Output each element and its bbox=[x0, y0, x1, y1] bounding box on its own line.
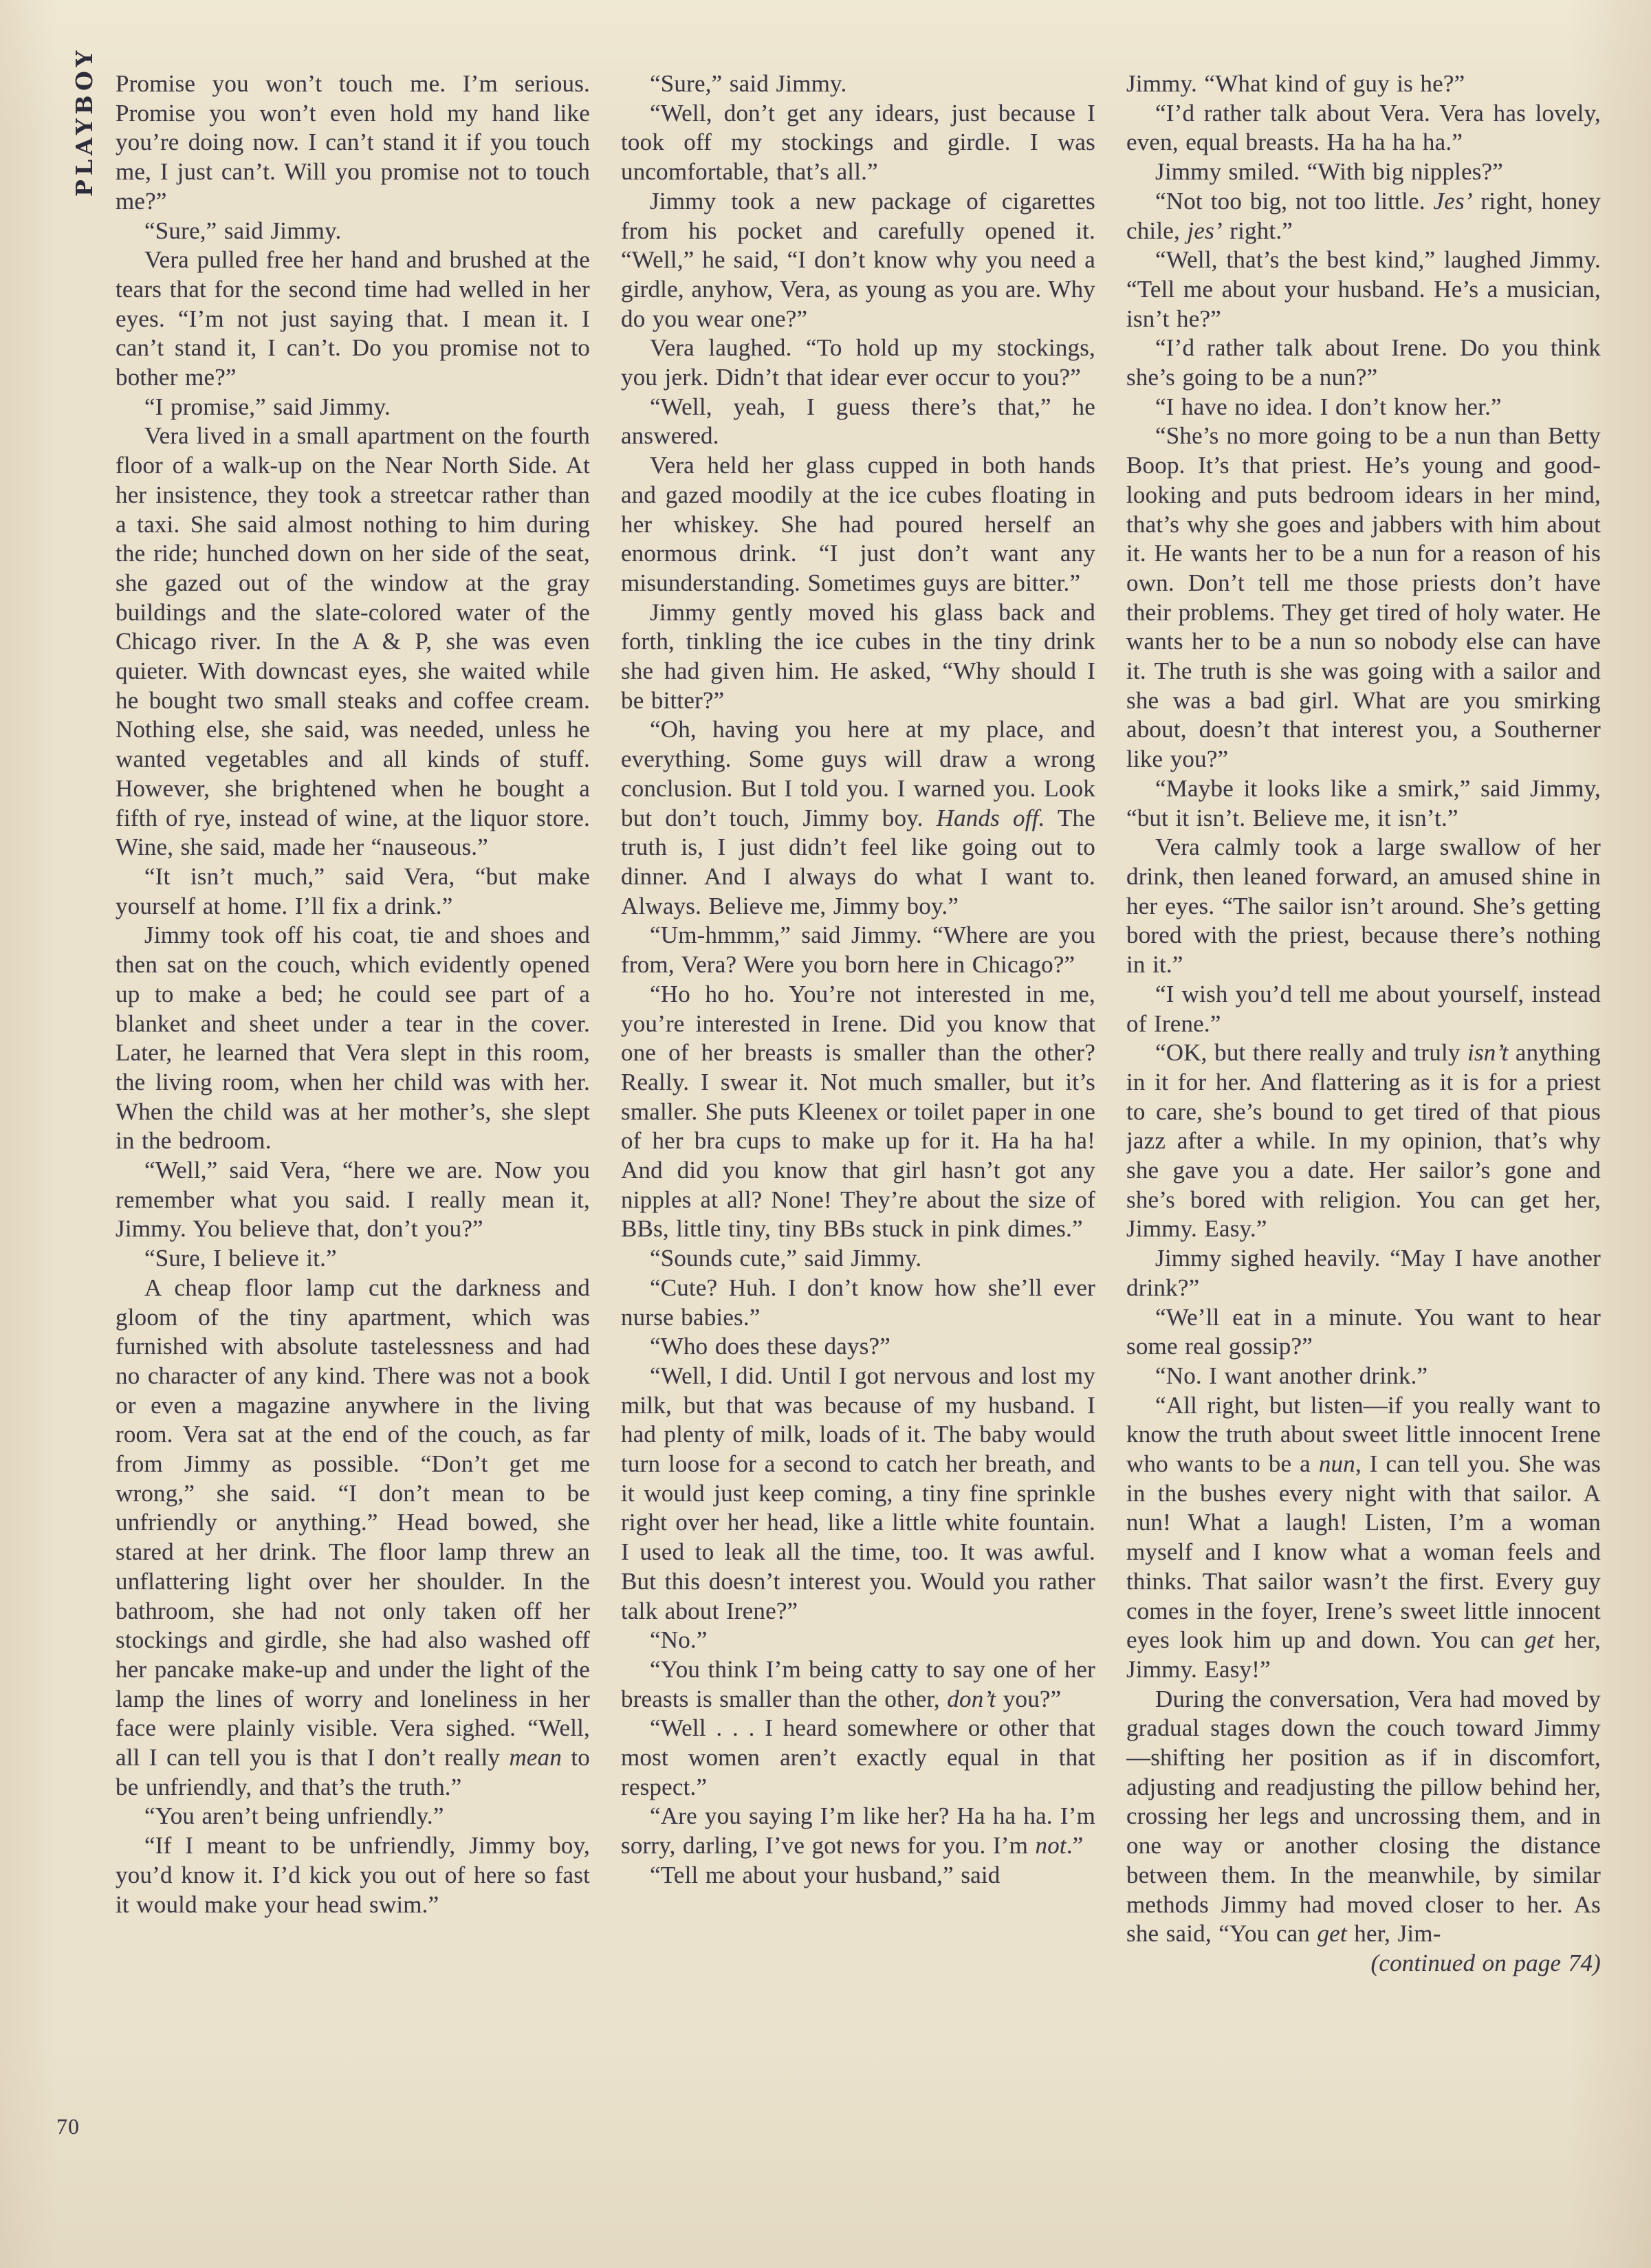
body-paragraph: “She’s no more going to be a nun than Betty Boop. It’s that priest. He’s young and good-looking and puts bedroom idears in her mind, that’s why she goes and jabbers with him about it. He wants her to be a nun for a reason of his own. Don’t tell me those priests don’t have their problems. They get tired of holy water. He wants her to be a nun so nobody else can have it. The truth is she was going with a sailor and she was a bad girl. What are you smirking about, doesn’t that interest you, a Southerner like you?” bbox=[1126, 422, 1601, 773]
body-paragraph: “Well,” said Vera, “here we are. Now you remember what you said. I really mean it, Jimmy. You believe that, don’t you?” bbox=[116, 1157, 590, 1243]
body-paragraph: During the conversation, Vera had moved by gradual stages down the couch toward Jimmy—shifting her position as if in discomfort, adjusting and readjusting the pillow behind her, crossing her legs and uncrossing them, and in one way or another closing the distance between them. In the meanwhile, by similar methods Jimmy had moved closer to her. As she said, “You can get her, Jim- bbox=[1126, 1685, 1601, 1948]
body-paragraph: “Not too big, not too little. Jes’ right, honey chile, jes’ right.” bbox=[1126, 187, 1601, 244]
vertical-magazine-title-text: PLAYBOY bbox=[71, 46, 98, 197]
body-paragraph: “Sure,” said Jimmy. bbox=[144, 217, 342, 244]
body-paragraph: “Sure, I believe it.” bbox=[144, 1245, 337, 1272]
body-paragraph: “If I meant to be unfriendly, Jimmy boy, you’d know it. I’d kick you out of here so fast it would make your head swim.” bbox=[116, 1832, 590, 1918]
body-paragraph: Vera laughed. “To hold up my stockings, you jerk. Didn’t that idear ever occur to you?” bbox=[621, 334, 1095, 391]
body-paragraph: “Well, yeah, I guess there’s that,” he answered. bbox=[621, 393, 1095, 450]
body-paragraph: “You aren’t being unfriendly.” bbox=[144, 1802, 444, 1830]
body-paragraph: “I promise,” said Jimmy. bbox=[144, 393, 391, 420]
body-paragraph: “It isn’t much,” said Vera, “but make yourself at home. I’ll fix a drink.” bbox=[116, 862, 590, 919]
body-paragraph: Vera calmly took a large swallow of her drink, then leaned forward, an amused shine in her eyes. “The sailor isn’t around. She’s getting bored with the priest, because there’s nothing in it.” bbox=[1126, 833, 1601, 979]
body-paragraph: “Maybe it looks like a smirk,” said Jimmy, “but it isn’t. Believe me, it isn’t.” bbox=[1126, 774, 1601, 831]
body-paragraph: “No. I want another drink.” bbox=[1155, 1362, 1428, 1389]
body-paragraph: Vera held her glass cupped in both hands and gazed moodily at the ice cubes floating in her whiskey. She had poured herself an enormous drink. “I just don’t want any misunderstanding. Sometimes guys are bitter.” bbox=[621, 452, 1095, 596]
text-column-1 bbox=[116, 69, 590, 2218]
body-paragraph: A cheap floor lamp cut the darkness and gloom of the tiny apartment, which was furnished with absolute tastelessness and had no character of any kind. There was not a book or even a magazine anywhere in the living room. Vera sat at the end of the couch, as far from Jimmy as possible. “Don’t get me wrong,” she said. “I don’t mean to be unfriendly or anything.” Head bowed, she stared at her drink. The floor lamp threw an unflattering light over her shoulder. In the bathroom, she had not only taken off her stockings and girdle, she had also washed off her pancake make-up and under the light of the lamp the lines of worry and loneliness in her face were plainly visible. Vera sighed. “Well, all I can tell you is that I don’t really mean to be unfriendly, and that’s the truth.” bbox=[116, 1274, 590, 1800]
page-number: 70 bbox=[56, 2114, 80, 2139]
body-paragraph: “Ho ho ho. You’re not interested in me, you’re interested in Irene. Did you know that one of her breasts is smaller than the other? Really. I swear it. Not much smaller, but it’s smaller. She puts Kleenex or toilet paper in one of her bra cups to make up for it. Ha ha ha! And did you know that girl hasn’t got any nipples at all? None! They’re about the size of BBs, little tiny, tiny BBs stuck in pink dimes.” bbox=[621, 980, 1095, 1243]
body-paragraph: Jimmy took off his coat, tie and shoes and then sat on the couch, which evidently opened up to make a bed; he could see part of a blanket and sheet under a tear in the cover. Later, he learned that Vera slept in this room, the living room, when her child was with her. When the child was at her mother’s, she slept in the bedroom. bbox=[116, 922, 590, 1155]
body-paragraph: “Cute? Huh. I don’t know how she’ll ever nurse babies.” bbox=[621, 1274, 1095, 1331]
body-paragraph: “Oh, having you here at my place, and everything. Some guys will draw a wrong conclusion. But I told you. I warned you. Look but don’t touch, Jimmy boy. Hands off. The truth is, I just didn’t feel like going out to dinner. And I always do what I want to. Always. Believe me, Jimmy boy.” bbox=[621, 716, 1095, 919]
body-paragraph: “OK, but there really and truly isn’t anything in it for her. And flattering as it is for a priest to care, she’s bound to get tired of that pious jazz after a while. In my opinion, that’s why she gave you a date. Her sailor’s gone and she’s bored with religion. You can get her, Jimmy. Easy.” bbox=[1126, 1039, 1601, 1243]
body-paragraph: Vera lived in a small apartment on the fourth floor of a walk-up on the Near North Side. At her insistence, they took a streetcar rather than a taxi. She said almost nothing to him during the ride; hunched down on her side of the seat, she gazed out of the window at the gray buildings and the slate-colored water of the Chicago river. In the A & P, she was even quieter. With downcast eyes, she waited while he bought two small steaks and coffee cream. Nothing else, she said, was needed, unless he wanted vegetables and all kinds of stuff. However, she brightened when he bought a fifth of rye, instead of wine, at the liquor store. Wine, she said, made her “nauseous.” bbox=[116, 422, 590, 861]
body-paragraph: Jimmy smiled. “With big nipples?” bbox=[1155, 158, 1503, 186]
body-paragraph: “Tell me about your husband,” said bbox=[650, 1861, 1001, 1888]
body-paragraph: “I’d rather talk about Vera. Vera has lovely, even, equal breasts. Ha ha ha ha.” bbox=[1126, 99, 1601, 156]
body-paragraph: “I wish you’d tell me about yourself, instead of Irene.” bbox=[1126, 980, 1601, 1037]
body-paragraph: “I have no idea. I don’t know her.” bbox=[1155, 393, 1502, 420]
vertical-magazine-title bbox=[71, 46, 101, 198]
body-paragraph: “Well, don’t get any idears, just because I took off my stockings and girdle. I was uncomfortable, that’s all.” bbox=[621, 99, 1095, 186]
body-paragraph: “Well . . . I heard somewhere or other that most women aren’t exactly equal in that respect.” bbox=[621, 1714, 1095, 1800]
body-paragraph: “Sure,” said Jimmy. bbox=[650, 70, 847, 97]
body-paragraph: “No.” bbox=[650, 1626, 708, 1654]
body-paragraph: “Sounds cute,” said Jimmy. bbox=[650, 1245, 922, 1272]
text-column-2 bbox=[621, 69, 1095, 2218]
body-paragraph: “Are you saying I’m like her? Ha ha ha. I’m sorry, darling, I’ve got news for you. I’m not.” bbox=[621, 1802, 1095, 1860]
body-paragraph: “You think I’m being catty to say one of her breasts is smaller than the other, don’t you?” bbox=[621, 1655, 1095, 1712]
body-paragraph: Jimmy gently moved his glass back and forth, tinkling the ice cubes in the tiny drink she had given him. He asked, “Why should I be bitter?” bbox=[621, 598, 1095, 714]
body-paragraph: “All right, but listen—if you really want to know the truth about sweet little innocent Irene who wants to be a nun, I can tell you. She was in the bushes every night with that sailor. A nun! What a laugh! Listen, I’m a woman myself and I know what a woman feels and thinks. That sailor wasn’t the first. Every guy comes in the foyer, Irene’s sweet little innocent eyes look him up and down. You can get her, Jimmy. Easy!” bbox=[1126, 1391, 1601, 1683]
body-paragraph: Jimmy. “What kind of guy is he?” bbox=[1126, 70, 1465, 97]
body-paragraph: “We’ll eat in a minute. You want to hear some real gossip?” bbox=[1126, 1303, 1601, 1360]
text-column-3 bbox=[1126, 69, 1601, 2218]
body-paragraph: “Who does these days?” bbox=[650, 1333, 891, 1360]
body-paragraph: “Um-hmmm,” said Jimmy. “Where are you from, Vera? Were you born here in Chicago?” bbox=[621, 922, 1095, 979]
body-paragraph: “Well, I did. Until I got nervous and lost my milk, but that was because of my husband. I had plenty of milk, loads of it. The baby would turn loose for a second to catch her breath, and it would just keep coming, a tiny fine sprinkle right over her head, like a little white fountain. I used to leak all the time, too. It was awful. But this doesn’t interest you. Would you rather talk about Irene?” bbox=[621, 1362, 1095, 1624]
body-paragraph: Promise you won’t touch me. I’m serious. Promise you won’t even hold my hand like you’re doing now. I can’t stand it if you touch me, I just can’t. Will you promise not to touch me?” bbox=[116, 70, 590, 215]
body-paragraph: Jimmy took a new package of cigarettes from his pocket and carefully opened it. “Well,” he said, “I don’t know why you need a girdle, anyhow, Vera, as young as you are. Why do you wear one?” bbox=[621, 187, 1095, 332]
continuation-note: (continued on page 74) bbox=[1370, 1950, 1601, 1976]
body-paragraph: Jimmy sighed heavily. “May I have another drink?” bbox=[1126, 1245, 1601, 1301]
body-paragraph: “I’d rather talk about Irene. Do you think she’s going to be a nun?” bbox=[1126, 334, 1601, 391]
body-paragraph: “Well, that’s the best kind,” laughed Jimmy. “Tell me about your husband. He’s a musician, isn’t he?” bbox=[1126, 246, 1601, 332]
body-paragraph: Vera pulled free her hand and brushed at the tears that for the second time had welled in her eyes. “I’m not just saying that. I mean it. I can’t stand it, I can’t. Do you promise not to bother me?” bbox=[116, 246, 590, 391]
